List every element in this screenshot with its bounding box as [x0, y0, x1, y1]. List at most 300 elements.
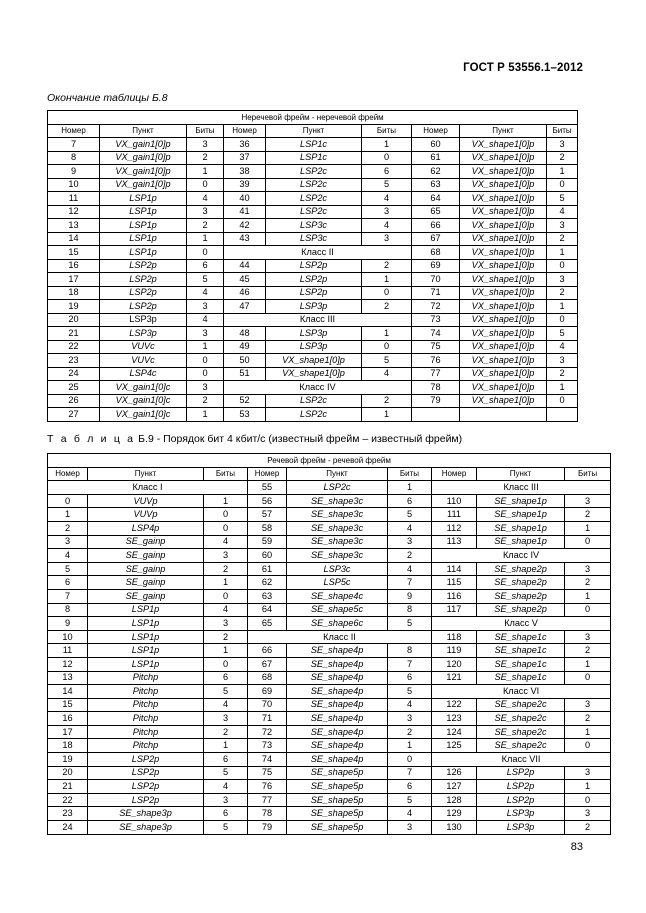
table-cell: 5 — [204, 821, 248, 835]
table-row — [48, 408, 578, 422]
table-cell: SE_shape6c — [287, 617, 388, 631]
table-cell: LSP3p — [266, 340, 362, 354]
table-cell: 2 — [362, 300, 412, 314]
table-cell: SE_shape4p — [287, 698, 388, 712]
table-cell: SE_shape2c — [477, 712, 565, 726]
table-cell: 37 — [224, 151, 266, 165]
class-label-cell: Класс I — [48, 481, 248, 495]
table-cell: 111 — [432, 508, 477, 522]
table-cell: VX_shape1[0]p — [460, 192, 547, 206]
table-cell: 69 — [248, 685, 287, 699]
table-cell: SE_gainp — [88, 576, 204, 590]
table-cell: 3 — [187, 327, 224, 341]
column-header: Биты — [565, 467, 611, 481]
class-label-cell: Класс VII — [432, 753, 611, 767]
table-row — [48, 192, 578, 206]
table-cell: 61 — [412, 151, 460, 165]
table-cell: 49 — [224, 340, 266, 354]
table-cell: LSP2c — [266, 178, 362, 192]
table-cell: 120 — [432, 657, 477, 671]
table-cell: LSP3p — [266, 300, 362, 314]
table-cell: 2 — [547, 286, 578, 300]
table-row — [48, 753, 611, 767]
table-cell: SE_shape3c — [287, 521, 388, 535]
table-cell: 112 — [432, 521, 477, 535]
table-b9 — [47, 453, 611, 835]
table-cell: 61 — [248, 562, 287, 576]
table-cell: 4 — [388, 698, 432, 712]
table-cell: 2 — [204, 562, 248, 576]
table-cell: 1 — [204, 739, 248, 753]
table-cell: LSP3c — [266, 232, 362, 246]
table-row — [48, 219, 578, 233]
table-cell: VUVp — [88, 494, 204, 508]
table-cell: 1 — [565, 589, 611, 603]
table-cell: SE_shape5p — [287, 766, 388, 780]
table-cell: 2 — [187, 394, 224, 408]
table-row — [48, 630, 611, 644]
table-cell: 4 — [547, 205, 578, 219]
table-cell: SE_gainp — [88, 549, 204, 563]
table-cell: 0 — [565, 603, 611, 617]
table-cell: 0 — [362, 340, 412, 354]
table-cell: 4 — [204, 698, 248, 712]
table-cell: LSP2c — [266, 408, 362, 422]
table-cell: 2 — [204, 630, 248, 644]
table-cell: 8 — [388, 603, 432, 617]
table-cell: 60 — [248, 549, 287, 563]
table-cell: 6 — [362, 165, 412, 179]
table-cell: 55 — [248, 481, 287, 495]
table-cell — [547, 408, 578, 422]
table-cell: SE_shape1p — [477, 535, 565, 549]
table-row — [48, 367, 578, 381]
table-cell: 0 — [204, 521, 248, 535]
table-cell: VX_gain1[0]c — [100, 381, 187, 395]
table-cell: 1 — [204, 494, 248, 508]
table-cell: 77 — [248, 793, 287, 807]
table-cell: 74 — [248, 753, 287, 767]
table-title-row — [48, 111, 578, 125]
table-cell: 1 — [565, 521, 611, 535]
table-cell: 64 — [248, 603, 287, 617]
table-cell: 3 — [565, 807, 611, 821]
table-cell: 119 — [432, 644, 477, 658]
table-cell: 2 — [565, 644, 611, 658]
table-cell: 18 — [48, 739, 88, 753]
table-cell: VX_shape1[0]p — [460, 327, 547, 341]
table-cell: 3 — [48, 535, 88, 549]
table-cell: Pitchp — [88, 671, 204, 685]
table-cell: 4 — [48, 549, 88, 563]
table-cell: 43 — [224, 232, 266, 246]
table-cell: LSP1p — [100, 205, 187, 219]
table-cell: 2 — [362, 394, 412, 408]
table-cell: 3 — [547, 273, 578, 287]
table-row — [48, 246, 578, 260]
table-cell: LSP1p — [100, 246, 187, 260]
table-row — [48, 327, 578, 341]
table-cell: 13 — [48, 219, 100, 233]
table-row — [48, 671, 611, 685]
table-cell: 42 — [224, 219, 266, 233]
table-cell: LSP5c — [287, 576, 388, 590]
table-row — [48, 259, 578, 273]
table-cell: 0 — [388, 753, 432, 767]
table-row — [48, 300, 578, 314]
column-header: Биты — [204, 467, 248, 481]
table-b9-title: Б.9 - Порядок бит 4 кбит/с (известный фрейм – известный фрейм) — [135, 433, 463, 445]
table-cell: 6 — [204, 807, 248, 821]
table-cell — [412, 408, 460, 422]
table-cell: 12 — [48, 205, 100, 219]
table-cell: SE_shape3p — [88, 821, 204, 835]
table-cell: SE_shape1c — [477, 644, 565, 658]
table-row — [48, 725, 611, 739]
table-cell: SE_shape5p — [287, 821, 388, 835]
table-cell: Pitchp — [88, 739, 204, 753]
table-cell: Pitchp — [88, 712, 204, 726]
table-row — [48, 562, 611, 576]
table-cell: VX_shape1[0]p — [460, 151, 547, 165]
table-cell: 5 — [362, 178, 412, 192]
table-row — [48, 151, 578, 165]
table-cell: 2 — [388, 725, 432, 739]
table-cell: SE_shape4p — [287, 739, 388, 753]
table-row — [48, 354, 578, 368]
table-cell: 5 — [388, 793, 432, 807]
table-cell: 9 — [388, 589, 432, 603]
table-cell: 8 — [48, 603, 88, 617]
table-cell: 47 — [224, 300, 266, 314]
table-cell: 110 — [432, 494, 477, 508]
table-cell: LSP2p — [477, 766, 565, 780]
table-cell: 58 — [248, 521, 287, 535]
table-cell: 5 — [547, 192, 578, 206]
table-cell: 9 — [48, 165, 100, 179]
table-cell: LSP2c — [287, 481, 388, 495]
table-cell: LSP2c — [266, 165, 362, 179]
table-cell: 65 — [248, 617, 287, 631]
table-cell: LSP2p — [266, 286, 362, 300]
table-cell: VX_shape1[0]p — [460, 354, 547, 368]
class-label-cell: Класс II — [224, 246, 412, 260]
table-cell: LSP2p — [100, 273, 187, 287]
table-cell: 6 — [388, 780, 432, 794]
table-cell: LSP2p — [477, 780, 565, 794]
table-cell: SE_shape5p — [287, 780, 388, 794]
table-cell: 41 — [224, 205, 266, 219]
class-label-cell: Класс IV — [432, 549, 611, 563]
table-cell: 3 — [547, 219, 578, 233]
table-cell: LSP1p — [88, 644, 204, 658]
table-cell: 3 — [388, 712, 432, 726]
table-row — [48, 205, 578, 219]
table-cell: 1 — [362, 273, 412, 287]
table-cell: 72 — [248, 725, 287, 739]
table-cell: 3 — [204, 793, 248, 807]
table-cell: 1 — [565, 657, 611, 671]
table-cell: 0 — [48, 494, 88, 508]
table-cell: LSP2p — [266, 259, 362, 273]
table-cell: VX_shape1[0]p — [460, 138, 547, 152]
table-cell: 3 — [388, 821, 432, 835]
table-cell: 125 — [432, 739, 477, 753]
table-row — [48, 807, 611, 821]
table-cell: LSP3c — [287, 562, 388, 576]
table-cell: LSP4p — [88, 521, 204, 535]
table-cell: 4 — [187, 313, 224, 327]
table-cell: 75 — [248, 766, 287, 780]
table-cell: VX_shape1[0]p — [460, 340, 547, 354]
table-cell: VX_gain1[0]c — [100, 408, 187, 422]
table-cell: 27 — [48, 408, 100, 422]
table-cell: 3 — [204, 549, 248, 563]
table-cell: 6 — [388, 494, 432, 508]
table-cell: 1 — [547, 381, 578, 395]
table-cell: SE_shape3c — [287, 494, 388, 508]
table-cell: 10 — [48, 178, 100, 192]
table-cell: 70 — [248, 698, 287, 712]
table-cell: 3 — [565, 494, 611, 508]
table-cell: VX_gain1[0]p — [100, 138, 187, 152]
table-cell: 4 — [204, 780, 248, 794]
table-cell: 4 — [204, 535, 248, 549]
table-cell: SE_shape4p — [287, 753, 388, 767]
table-row — [48, 617, 611, 631]
column-header: Пункт — [88, 467, 204, 481]
column-header: Пункт — [287, 467, 388, 481]
table-row — [48, 821, 611, 835]
table-cell: LSP2p — [88, 780, 204, 794]
table-cell: 0 — [204, 508, 248, 522]
table-cell: 24 — [48, 821, 88, 835]
table-cell: VX_shape1[0]p — [460, 367, 547, 381]
table-cell: 128 — [432, 793, 477, 807]
table-cell: 3 — [547, 138, 578, 152]
table-cell: 72 — [412, 300, 460, 314]
table-cell: 3 — [565, 698, 611, 712]
column-header: Биты — [388, 467, 432, 481]
table-cell: 2 — [48, 521, 88, 535]
table-cell: LSP2p — [100, 286, 187, 300]
table-cell: VX_shape1[0]p — [460, 246, 547, 260]
table-cell: LSP1p — [88, 617, 204, 631]
table-cell: 22 — [48, 793, 88, 807]
table-cell: LSP1p — [88, 603, 204, 617]
table-row — [48, 508, 611, 522]
table-cell: SE_shape4p — [287, 685, 388, 699]
table-cell: 69 — [412, 259, 460, 273]
table-cell: 1 — [187, 340, 224, 354]
table-cell: 2 — [388, 549, 432, 563]
table-cell: 25 — [48, 381, 100, 395]
table-cell: 53 — [224, 408, 266, 422]
table-row — [48, 340, 578, 354]
table-cell: 2 — [547, 232, 578, 246]
class-label-cell: Класс II — [248, 630, 432, 644]
table-row — [48, 793, 611, 807]
table-row — [48, 712, 611, 726]
table-cell: Pitchp — [88, 685, 204, 699]
table-cell: 45 — [224, 273, 266, 287]
table-cell: 124 — [432, 725, 477, 739]
table-cell: SE_shape1c — [477, 630, 565, 644]
table-cell: 0 — [565, 793, 611, 807]
table-cell: SE_shape3c — [287, 508, 388, 522]
table-cell: 16 — [48, 259, 100, 273]
table-cell: 2 — [565, 576, 611, 590]
table-cell: 13 — [48, 671, 88, 685]
table-cell: SE_shape1c — [477, 657, 565, 671]
table-cell: SE_shape4p — [287, 712, 388, 726]
table-cell: 1 — [204, 576, 248, 590]
table-cell: 114 — [432, 562, 477, 576]
document-standard-header: ГОСТ Р 53556.1–2012 — [463, 62, 583, 74]
table-cell: 5 — [48, 562, 88, 576]
column-header: Биты — [547, 124, 578, 138]
column-header: Пункт — [266, 124, 362, 138]
table-cell: 56 — [248, 494, 287, 508]
table-cell: VX_gain1[0]p — [100, 165, 187, 179]
table-cell: LSP1c — [266, 138, 362, 152]
table-cell: 12 — [48, 657, 88, 671]
table-cell: 127 — [432, 780, 477, 794]
table-cell: 4 — [362, 367, 412, 381]
table-cell: 78 — [412, 381, 460, 395]
table-cell: 62 — [412, 165, 460, 179]
table-cell: VX_shape1[0]p — [460, 259, 547, 273]
table-cell: 6 — [204, 671, 248, 685]
table-cell: LSP1c — [266, 151, 362, 165]
table-cell: 3 — [204, 617, 248, 631]
table-cell: 2 — [565, 821, 611, 835]
table-cell: 2 — [547, 151, 578, 165]
table-cell: 0 — [187, 178, 224, 192]
table-cell: 3 — [187, 300, 224, 314]
table-cell: 5 — [388, 685, 432, 699]
table-cell: 44 — [224, 259, 266, 273]
table-cell: 19 — [48, 753, 88, 767]
table-cell: 51 — [224, 367, 266, 381]
table-cell: 5 — [204, 766, 248, 780]
table-cell: 21 — [48, 780, 88, 794]
table-cell: 7 — [48, 589, 88, 603]
table-cell: VX_shape1[0]p — [460, 205, 547, 219]
table-cell: 18 — [48, 286, 100, 300]
table-cell: 8 — [388, 644, 432, 658]
table-cell: 115 — [432, 576, 477, 590]
table-cell: 113 — [432, 535, 477, 549]
column-header: Номер — [48, 467, 88, 481]
table-row — [48, 535, 611, 549]
table-cell: VX_gain1[0]p — [100, 178, 187, 192]
table-header-row — [48, 467, 611, 481]
table-cell: 2 — [565, 508, 611, 522]
table-cell: SE_shape4p — [287, 657, 388, 671]
table-cell: 76 — [248, 780, 287, 794]
table-cell: 0 — [362, 151, 412, 165]
table-cell: SE_shape4p — [287, 671, 388, 685]
table-cell: 4 — [362, 219, 412, 233]
table-cell: VX_gain1[0]c — [100, 394, 187, 408]
table-cell: 16 — [48, 712, 88, 726]
table-cell: LSP2p — [88, 793, 204, 807]
class-label-cell: Класс III — [224, 313, 412, 327]
table-cell: 68 — [248, 671, 287, 685]
table-cell: 0 — [565, 739, 611, 753]
table-cell: VX_shape1[0]p — [460, 394, 547, 408]
table-cell: 11 — [48, 192, 100, 206]
table-cell: 4 — [547, 340, 578, 354]
table-cell: 2 — [362, 259, 412, 273]
table-cell: 15 — [48, 698, 88, 712]
table-cell: 1 — [547, 246, 578, 260]
table-row — [48, 766, 611, 780]
table-cell: LSP4c — [100, 367, 187, 381]
table-cell: 77 — [412, 367, 460, 381]
table-cell: 3 — [187, 138, 224, 152]
table-cell: LSP3c — [266, 219, 362, 233]
table-cell: 60 — [412, 138, 460, 152]
table-cell: 5 — [547, 327, 578, 341]
column-header: Номер — [48, 124, 100, 138]
class-label-cell: Класс VI — [432, 685, 611, 699]
table-cell: VUVc — [100, 354, 187, 368]
table-cell: 6 — [204, 753, 248, 767]
table-cell: VX_shape1[0]p — [460, 313, 547, 327]
table-row — [48, 165, 578, 179]
table-row — [48, 739, 611, 753]
table-row — [48, 780, 611, 794]
table-row — [48, 178, 578, 192]
table-cell: 76 — [412, 354, 460, 368]
table-cell: 0 — [565, 535, 611, 549]
table-cell: 5 — [362, 354, 412, 368]
table-cell: 1 — [388, 481, 432, 495]
table-cell: 4 — [187, 192, 224, 206]
table-cell: SE_shape5p — [287, 793, 388, 807]
table-cell: VX_gain1[0]p — [100, 151, 187, 165]
table-cell: 71 — [412, 286, 460, 300]
table-cell: 0 — [204, 589, 248, 603]
table-cell: SE_shape5c — [287, 603, 388, 617]
table-cell: 130 — [432, 821, 477, 835]
table-cell: SE_shape2p — [477, 562, 565, 576]
table-cell: 74 — [412, 327, 460, 341]
table-cell: SE_shape1p — [477, 494, 565, 508]
table-cell: SE_gainp — [88, 589, 204, 603]
table-row — [48, 549, 611, 563]
table-cell: SE_shape2p — [477, 589, 565, 603]
table-cell: 70 — [412, 273, 460, 287]
table-cell: VX_shape1[0]p — [266, 367, 362, 381]
class-label-cell: Класс V — [432, 617, 611, 631]
table-row — [48, 313, 578, 327]
table-cell: 68 — [412, 246, 460, 260]
table-cell: 1 — [547, 300, 578, 314]
table-cell: 59 — [248, 535, 287, 549]
column-header: Номер — [224, 124, 266, 138]
table-cell: 63 — [248, 589, 287, 603]
column-header: Биты — [187, 124, 224, 138]
table-title: Неречевой фрейм - неречевой фрейм — [48, 111, 578, 125]
column-header: Номер — [412, 124, 460, 138]
table-cell: VX_shape1[0]p — [460, 381, 547, 395]
table-cell: 79 — [412, 394, 460, 408]
table-cell: 0 — [187, 367, 224, 381]
table-cell — [460, 408, 547, 422]
